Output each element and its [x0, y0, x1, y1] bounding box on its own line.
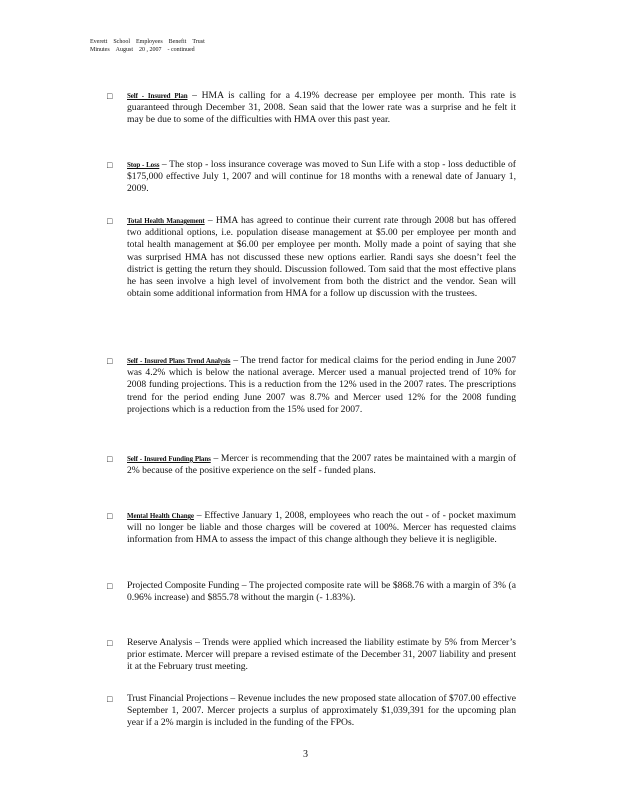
item-text: – The trend factor for medical claims for the period ending in June 2007 was 4.2% which is below the national average. Mercer used a manual projected trend of 10% for 2008 funding projections. This is a reduction from the 12% used in the 2007 rates. The prescriptions trend for the period ending June 2007 was 8.7% and Mercer used 12% for the 2008 funding projections which is a reduction from the 15% used for 2007. — [127, 355, 516, 415]
item-text: – Mercer is recommending that the 2007 rates be maintained with a margin of 2% because of the positive experience on the self - funded plans. — [127, 453, 517, 477]
list-item — [107, 637, 516, 674]
bullet-icon: □ — [107, 694, 113, 704]
item-title: Self - Insured Funding Plans — [127, 455, 211, 463]
document-header — [90, 38, 211, 54]
bullet-icon: □ — [107, 91, 113, 101]
item-text: – The projected composite rate will be $868.76 with a margin of 3% (a 0.96% increase) and $855.78 without the margin (- 1.83%). — [127, 580, 516, 604]
list-item — [107, 693, 516, 730]
item-title: Stop - Loss — [127, 161, 160, 169]
header-line-2: Minutes August 20 , 2007 - continued — [90, 47, 195, 53]
header-line-1: Everett School Employees Benefit Trust — [90, 39, 205, 45]
bullet-icon: □ — [107, 160, 113, 170]
list-item — [107, 355, 516, 416]
item-title: Projected Composite Funding — [127, 580, 240, 591]
bullet-icon: □ — [107, 581, 113, 591]
bullet-icon: □ — [107, 216, 113, 226]
item-title: Mental Health Change — [127, 512, 194, 520]
list-item — [107, 453, 517, 477]
item-text: – Trends were applied which increased the liability estimate by 5% from Mercer’s prior estimate. Mercer will prepare a revised estimate of the December 31, 2007 liability and present it at the February trust meeting. — [127, 637, 516, 673]
list-item — [107, 580, 516, 604]
item-title: Total Health Management — [127, 217, 205, 225]
bullet-icon: □ — [107, 638, 113, 648]
bullet-icon: □ — [107, 454, 113, 464]
item-title: Self - Insured Plan — [127, 92, 188, 100]
item-text: – HMA has agreed to continue their current rate through 2008 but has offered two additional options, i.e. population disease management at $5.00 per employee per month and total health management at $6.00 per employee per month. Molly made a point of saying that she was surprised HMA has not discussed these new options earlier. Randi says she doesn’t feel the district is getting the return they should. Discussion followed. Tom said that the most effective plans he has seen involve a high level of involvement from both the district and the vendor. Sean will obtain some additional information from HMA for a follow up discussion with the trustees. — [127, 215, 516, 300]
list-item — [107, 215, 516, 300]
bullet-icon: □ — [107, 511, 113, 521]
page-number: 3 — [303, 749, 308, 760]
item-title: Trust Financial Projections — [127, 693, 228, 704]
item-text: – The stop - loss insurance coverage was moved to Sun Life with a stop - loss deductible of $175,000 effective July 1, 2007 and will continue for 18 months with a renewal date of January 1, 2009. — [127, 159, 516, 195]
item-text: – Revenue includes the new proposed state allocation of $707.00 effective September 1, 2007. Mercer projects a surplus of approximately $1,039,391 for the upcoming plan year if a 2% margin is included in the funding of the FPOs. — [127, 693, 516, 729]
item-text: – Effective January 1, 2008, employees who reach the out - of - pocket maximum will no longer be liable and those charges will be covered at 100%. Mercer has requested claims information from HMA to assess the impact of this change although they believe it is negligible. — [127, 510, 516, 546]
item-title: Self - Insured Plans Trend Analysis — [127, 357, 231, 365]
list-item — [107, 90, 516, 127]
item-title: Reserve Analysis — [127, 637, 193, 648]
bullet-icon: □ — [107, 356, 113, 366]
list-item — [107, 159, 516, 196]
list-item — [107, 510, 516, 547]
item-text: – HMA is calling for a 4.19% decrease per employee per month. This rate is guaranteed through December 31, 2008. Sean said that the lower rate was a surprise and he felt it may be due to some of the difficulties with HMA over this past year. — [127, 90, 516, 126]
